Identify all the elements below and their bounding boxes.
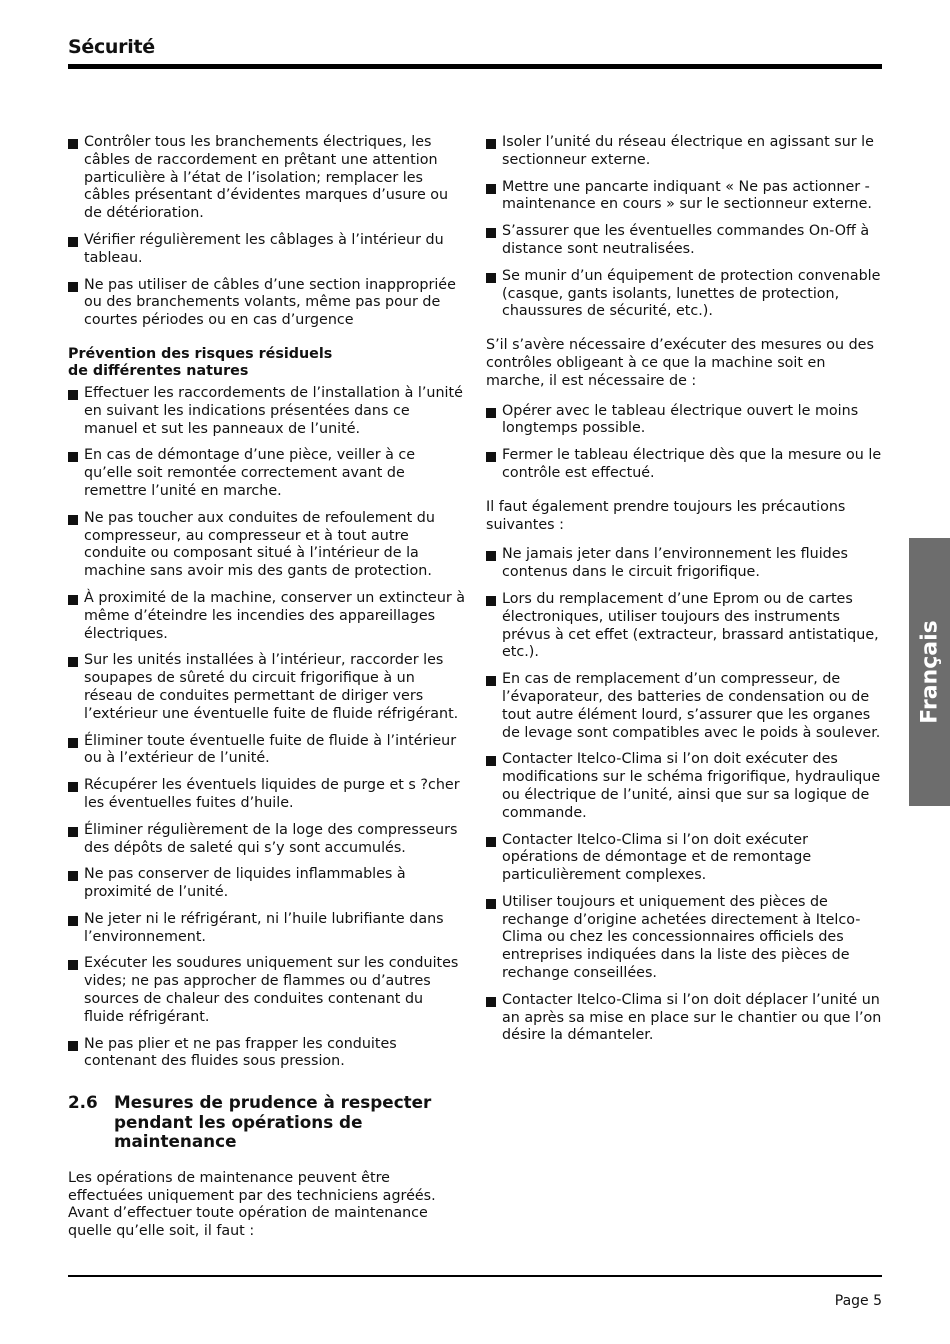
bullet-square-icon bbox=[68, 515, 78, 525]
bullet-square-icon bbox=[68, 282, 78, 292]
language-tab-label: Français bbox=[917, 620, 942, 724]
list-item: Contacter Itelco-Clima si l’on doit exécuter opérations de démontage et de remontage particulièrement complexes. bbox=[486, 832, 884, 885]
list-item: Ne pas conserver de liquides inflammables à proximité de l’unité. bbox=[68, 866, 466, 902]
bullet-square-icon bbox=[486, 452, 496, 462]
list-item: En cas de démontage d’une pièce, veiller à ce qu’elle soit remontée correctement avant de remettre l’unité en marche. bbox=[68, 447, 466, 500]
list-item: Effectuer les raccordements de l’installation à l’unité en suivant les indications présentées dans ce manuel et sut les panneaux de l’unité. bbox=[68, 385, 466, 438]
bullet-square-icon bbox=[68, 916, 78, 926]
bullet-square-icon bbox=[68, 871, 78, 881]
list-item: Ne jamais jeter dans l’environnement les fluides contenus dans le circuit frigorifique. bbox=[486, 546, 884, 582]
bullet-square-icon bbox=[68, 1041, 78, 1051]
list-item: Ne pas utiliser de câbles d’une section inappropriée ou des branchements volants, même pas pour de courtes périodes ou en cas d’urgence bbox=[68, 277, 466, 330]
bullet-list-electrical bbox=[68, 134, 466, 330]
bullet-square-icon bbox=[68, 452, 78, 462]
list-item: En cas de remplacement d’un compresseur, de l’évaporateur, des batteries de condensation ou de tout autre élément lourd, s’assurer que les organes de levage sont compatibles avec le poids à soulever. bbox=[486, 671, 884, 742]
section-number: 2.6 bbox=[68, 1092, 98, 1113]
list-item: Contacter Itelco-Clima si l’on doit déplacer l’unité un an après sa mise en place sur le chantier ou que l’on désire la démanteler. bbox=[486, 992, 884, 1045]
bullet-square-icon bbox=[486, 899, 496, 909]
list-item: Isoler l’unité du réseau électrique en agissant sur le sectionneur externe. bbox=[486, 134, 884, 170]
list-item: Vérifier régulièrement les câblages à l’intérieur du tableau. bbox=[68, 232, 466, 268]
list-item: Éliminer toute éventuelle fuite de fluide à l’intérieur ou à l’extérieur de l’unité. bbox=[68, 733, 466, 769]
bullet-square-icon bbox=[486, 676, 496, 686]
list-item: Opérer avec le tableau électrique ouvert le moins longtemps possible. bbox=[486, 403, 884, 439]
subheading-residual-risks: Prévention des risques résiduels de différentes natures bbox=[68, 345, 333, 380]
bullet-square-icon bbox=[486, 273, 496, 283]
bullet-square-icon bbox=[486, 756, 496, 766]
bullet-list-isolation bbox=[486, 134, 884, 321]
bullet-square-icon bbox=[486, 551, 496, 561]
section-title: Mesures de prudence à respecter pendant les opérations de maintenance bbox=[114, 1092, 432, 1152]
bullet-square-icon bbox=[486, 997, 496, 1007]
bullet-square-icon bbox=[68, 827, 78, 837]
section-intro-paragraph: Les opérations de maintenance peuvent être effectuées uniquement par des techniciens agréés. Avant d’effectuer toute opération de maintenance quelle qu’elle soit, il faut : bbox=[68, 1169, 436, 1240]
page-number: Page 5 bbox=[834, 1293, 882, 1309]
list-item: Se munir d’un équipement de protection convenable (casque, gants isolants, lunettes de protection, chaussures de sécurité, etc.). bbox=[486, 268, 884, 321]
bullet-list-electrical-panel bbox=[486, 403, 884, 483]
bullet-square-icon bbox=[486, 596, 496, 606]
bullet-square-icon bbox=[68, 595, 78, 605]
bullet-square-icon bbox=[68, 782, 78, 792]
bullet-list-residual-risks bbox=[68, 385, 466, 1071]
list-item: Lors du remplacement d’une Eprom ou de cartes électroniques, utiliser toujours des instruments prévus à cet effet (extracteur, brassard antistatique, etc.). bbox=[486, 591, 884, 662]
footer-divider bbox=[68, 1275, 882, 1277]
list-item: Contacter Itelco-Clima si l’on doit exécuter des modifications sur le schéma frigorifique, hydraulique ou électrique de l’unité, ainsi que sur sa logique de commande. bbox=[486, 751, 884, 822]
list-item: Mettre une pancarte indiquant « Ne pas actionner - maintenance en cours » sur le sectionneur externe. bbox=[486, 179, 884, 215]
list-item: Fermer le tableau électrique dès que la mesure ou le contrôle est effectué. bbox=[486, 447, 884, 483]
list-item: Sur les unités installées à l’intérieur, raccorder les soupapes de sûreté du circuit frigorifique à un réseau de conduites permettant de diriger vers l’extérieur une éventuelle fuite de fluide réfrigérant. bbox=[68, 652, 466, 723]
bullet-square-icon bbox=[68, 390, 78, 400]
bullet-square-icon bbox=[68, 139, 78, 149]
list-item: Éliminer régulièrement de la loge des compresseurs des dépôts de saleté qui s’y sont accumulés. bbox=[68, 822, 466, 858]
list-item: Ne pas toucher aux conduites de refoulement du compresseur, au compresseur et à tout autre conduite ou composant situé à l’intérieur de la machine sans avoir mis des gants de protection. bbox=[68, 510, 466, 581]
bullet-square-icon bbox=[68, 657, 78, 667]
list-item: Utiliser toujours et uniquement des pièces de rechange d’origine achetées directement à Itelco-Clima ou chez les concessionnaires officiels des entreprises indiquées dans la liste des pièces de rechange conseillées. bbox=[486, 894, 884, 983]
bullet-list-precautions bbox=[486, 546, 884, 1045]
paragraph-running-checks: S’il s’avère nécessaire d’exécuter des mesures ou des contrôles obligeant à ce que la machine soit en marche, il est nécessaire de : bbox=[486, 337, 874, 389]
page-header-title: Sécurité bbox=[68, 36, 155, 58]
left-column bbox=[68, 134, 466, 1253]
bullet-square-icon bbox=[486, 837, 496, 847]
bullet-square-icon bbox=[486, 139, 496, 149]
paragraph-precautions: Il faut également prendre toujours les précautions suivantes : bbox=[486, 498, 846, 533]
bullet-square-icon bbox=[68, 738, 78, 748]
section-heading-2-6 bbox=[68, 1093, 466, 1152]
header-divider bbox=[68, 64, 882, 69]
bullet-square-icon bbox=[486, 184, 496, 194]
bullet-square-icon bbox=[486, 228, 496, 238]
list-item: À proximité de la machine, conserver un extincteur à même d’éteindre les incendies des appareillages électriques. bbox=[68, 590, 466, 643]
list-item: Ne pas plier et ne pas frapper les conduites contenant des fluides sous pression. bbox=[68, 1036, 466, 1072]
list-item: S’assurer que les éventuelles commandes On-Off à distance sont neutralisées. bbox=[486, 223, 884, 259]
bullet-square-icon bbox=[486, 408, 496, 418]
bullet-square-icon bbox=[68, 960, 78, 970]
right-column bbox=[486, 134, 884, 1054]
bullet-square-icon bbox=[68, 237, 78, 247]
list-item: Récupérer les éventuels liquides de purge et s ?cher les éventuelles fuites d’huile. bbox=[68, 777, 466, 813]
list-item: Exécuter les soudures uniquement sur les conduites vides; ne pas approcher de flammes ou d’autres sources de chaleur des conduites contenant du fluide réfrigérant. bbox=[68, 955, 466, 1026]
list-item: Contrôler tous les branchements électriques, les câbles de raccordement en prêtant une attention particulière à l’état de l’isolation; remplacer les câbles présentant d’évidentes marques d’usure ou de détérioration. bbox=[68, 134, 466, 223]
language-side-tab bbox=[909, 538, 950, 806]
list-item: Ne jeter ni le réfrigérant, ni l’huile lubrifiante dans l’environnement. bbox=[68, 911, 466, 947]
